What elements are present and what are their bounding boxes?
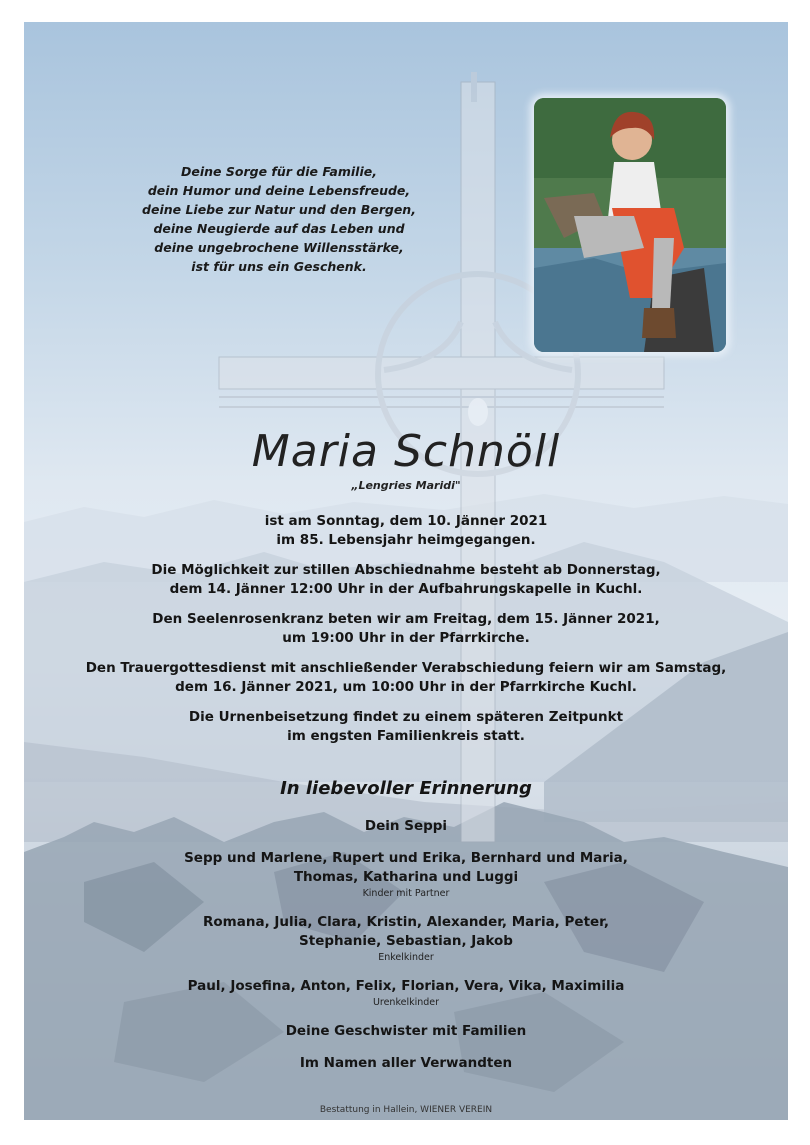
text-line: Den Seelenrosenkranz beten wir am Freitag, dem 15. Jänner 2021, [152, 611, 660, 627]
quote-line: Deine Sorge für die Familie, [181, 164, 377, 179]
rosary-info [24, 610, 788, 648]
text-line: Die Urnenbeisetzung findet zu einem späteren Zeitpunkt [188, 709, 624, 725]
urn-burial-info [24, 708, 788, 746]
viewing-info [24, 561, 788, 599]
mourner-names: Im Namen aller Verwandten [299, 1055, 513, 1071]
mourner-group [24, 849, 788, 900]
quote-line: deine Liebe zur Natur und den Bergen, [142, 202, 416, 217]
deceased-nickname: „Lengries Maridi" [351, 479, 461, 492]
text-line: im engsten Familienkreis statt. [287, 728, 525, 744]
mourner-names: Dein Seppi [364, 818, 448, 834]
mourner-group [24, 1054, 788, 1073]
text-line: Die Möglichkeit zur stillen Abschiednahme besteht ab Donnerstag, [151, 562, 661, 578]
mourner-names: Romana, Julia, Clara, Kristin, Alexander, Maria, Peter, [203, 914, 609, 930]
mourner-names: Thomas, Katharina und Luggi [293, 869, 519, 885]
announcement-body [24, 512, 788, 757]
mourners-list [24, 817, 788, 1086]
memorial-quote [114, 162, 444, 276]
memory-heading: In liebevoller Erinnerung [280, 778, 532, 799]
mourner-group [24, 1022, 788, 1041]
text-line: ist am Sonntag, dem 10. Jänner 2021 [264, 513, 548, 529]
funeral-service-info [24, 659, 788, 697]
text-line: im 85. Lebensjahr heimgegangen. [276, 532, 536, 548]
mourner-group [24, 913, 788, 964]
death-notice [24, 512, 788, 550]
mourner-group [24, 977, 788, 1009]
mourner-names: Deine Geschwister mit Familien [285, 1023, 527, 1039]
quote-line: dein Humor und deine Lebensfreude, [147, 183, 411, 198]
quote-line: ist für uns ein Geschenk. [191, 259, 367, 274]
mourner-role: Kinder mit Partner [362, 888, 450, 899]
deceased-name: Maria Schnöll [251, 426, 561, 477]
obituary-card [24, 22, 788, 1120]
text-line: Den Trauergottesdienst mit anschließender Verabschiedung feiern wir am Samstag, [85, 660, 727, 676]
funeral-home-footer: Bestattung in Hallein, WIENER VEREIN [319, 1105, 493, 1115]
text-line: dem 14. Jänner 12:00 Uhr in der Aufbahrungskapelle in Kuchl. [169, 581, 643, 597]
quote-line: deine ungebrochene Willensstärke, [154, 240, 404, 255]
mourner-group [24, 817, 788, 836]
mourner-role: Enkelkinder [378, 952, 434, 963]
portrait-photo [534, 98, 726, 352]
mourner-role: Urenkelkinder [372, 997, 440, 1008]
mourner-names: Stephanie, Sebastian, Jakob [299, 933, 513, 949]
text-line: um 19:00 Uhr in der Pfarrkirche. [282, 630, 530, 646]
text-line: dem 16. Jänner 2021, um 10:00 Uhr in der Pfarrkirche Kuchl. [175, 679, 637, 695]
mourner-names: Sepp und Marlene, Rupert und Erika, Bernhard und Maria, [184, 850, 628, 866]
quote-line: deine Neugierde auf das Leben und [153, 221, 405, 236]
mourner-names: Paul, Josefina, Anton, Felix, Florian, Vera, Vika, Maximilia [187, 978, 625, 994]
